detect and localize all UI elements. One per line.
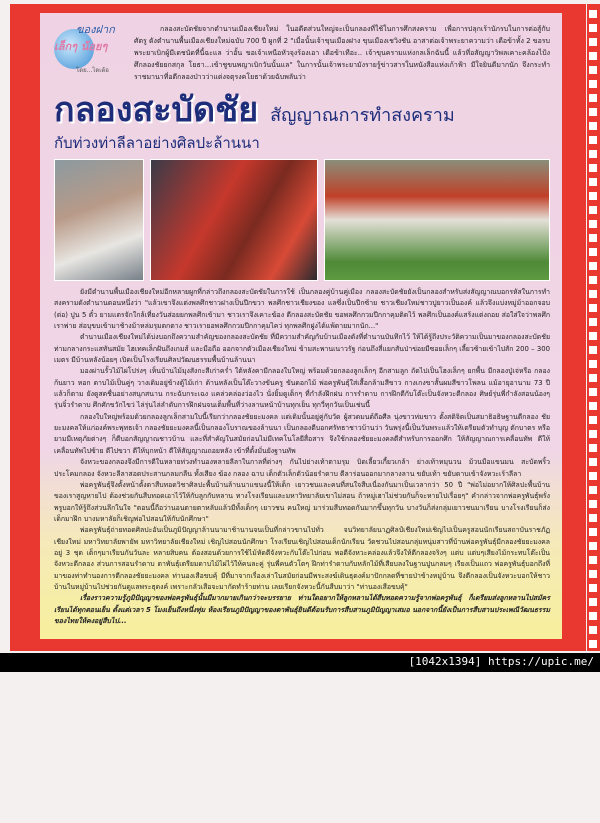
article-body	[54, 287, 550, 627]
body-paragraph: จังหวะของกลองจึงมีการตีในหลายท่วงทำนองหลายลีลาในกาลที่ต่างๆ กันไปย่างเท้าตามรุม บิดเลี้ยวเกี้ยวเกล้า ย่างเท้าหมุนวน ม้วนมือแขนมน สะบัดพริ้ว ประโคมกลอง จังหวะลีลาสอดประสานกลมกลืน ทั้งเสียง ฆ้อง กลอง ฉาบ เด็กตัวเล็กตัวน้อยรำดาบ ตีลาร่อนออกมากลางลาน ขยับเท้า ขยับดาบเข้าจังหวะเร้าลีลา	[54, 458, 550, 478]
photo-drum-performance-night	[150, 159, 318, 281]
perforation-hole	[589, 276, 597, 284]
perforation-hole	[589, 374, 597, 382]
perforation-hole	[589, 248, 597, 256]
perforation-hole	[589, 584, 597, 592]
perforation-hole	[589, 136, 597, 144]
perforation-hole	[589, 500, 597, 508]
closing-paragraph: เรื่องราวความรู้ภูมิปัญญาของพ่อครูพันธุ์นั้นมีมากมายเกินกว่าจะบรรยาย ท่านใดอยากให้ลูกหลานได้สืบทอดความรู้จากพ่อครูพันธุ์ ก็เตรียมส่งลูกหลานไปสมัครเรียนได้ทุกตอนเย็น ตั้งแต่เวลา 5 โมงเย็นถึงหนึ่งทุ่ม ห้องเรียนภูมิปัญญาของตาพันธุ์ยินดีต้อนรับการสืบสานภูมิปัญญาเสมอ นอกจากนี้ยังเป็นการสืบสานประเพณีวัฒนธรรมของไทยให้คงอยู่สืบไป...	[54, 594, 550, 625]
perforation-hole	[589, 234, 597, 242]
film-perforation-strip	[587, 4, 600, 651]
perforation-hole	[589, 528, 597, 536]
perforation-hole	[589, 262, 597, 270]
intro-paragraph: กลองสะบัดชัยจากตำนานเมืองเชียงใหม่ ในอดีตส่วนใหญ่จะเป็นกลองที่ใช้ในการศึกสงคราม เพื่อการปลุกเร้านักรบในการต่อสู้กับศัตรู ดังตำนานพื้นเมืองเชียงใหม่ฉบับ 700 ปี ผูกที่ 2 "เมื่อนั้นเจ้าขุนเมืองฝาง ขุนเมืองเชวิงชัน อาสาต่อเจ้าพระยาความว่า เดือข้าทั้ง 2 ขอรบพระยาเบิกผู้มีเดชนัดที่นี้ฉะแล ว่าอั้น ขอเจ้าเหนือหัวจุงร้องเอา เดือข้าเทือะ.. เจ้าขุนครามแห่งกลเล็กฉันนี้ แล้วที่อสัญญาวิพลเคาะคล้องไป้งศึกลองชัยยกสกุล โยธา...เข้าชูขนพญาเบิกวันนั้นแล" ในการนั้นเจ้าพระยามังรายรู้ข่าวสารในหนังสือแห่งเก้าฟ้า มีใจยินดีมากนัก จึงกระทำราชมานาที่อตีกลองป่าวว่าแต่งจตุรงคโยธาด้วยฉับพลันว่า	[134, 25, 550, 81]
perforation-hole	[589, 164, 597, 172]
perforation-hole	[589, 192, 597, 200]
headline-row	[54, 89, 550, 131]
body-paragraph: พ่อครูพันธุ์ถ่ายทอดศิลปะอันเป็นภูมิปัญญาล้านนามาช้านานจนเป็นที่กล่าวขานไปทั่ว จนวิทยาลัยนาฏศิลป์เชียงใหม่เชิญไปเป็นครูสอนนักเรียนสถาบันราชภัฏเชียงใหม่ มหาวิทยาลัยพายัพ มหาวิทยาลัยเชียงใหม่ เชิญไปสอนนักศึกษา โรงเรียนเชิญไปสอนเด็กนักเรียน วัดชวนไปสอนกลุ่มหนุ่มสาวที่บ้านพ่อครูพันธุ์มีกลองชัยยะมงคลอยู่ 3 ชุด เด็กๆมาเรียนกันวันละ หลายสิบคน ต้องสอนด้วยการใช้ไม้หัดตีจังหวะกับโต๊ะไปก่อน พอตีจังหวะคล่องแล้วจึงให้ตีกลองจริงๆ แต่บ แต่บๆเสียงไม้กระทบโต๊ะเป็นจังหวะตีกลอง ส่วนการสอนรำดาบ ตาพันธุ์เตรียมดาบไม้ไผ่ไว้ให้คนละคู่ รุ่นพี่คนตัวโตๆ ฝึกท่ารำดาบกับหลักไม้ที่เสียบลงในฐานปูนกลมๆ เรียงเป็นแถว พ่อครูพันธุ์บอกถึงที่มาของท่าทำนองการตีกลองชัยยะมงคล ท่านองเสือขบคุ้ มีที่มาจากเรื่องเล่าในสมัยก่อนมีพระสงฆ์เดินธุดงค์มาปักกลดที่ชายป่าข้างหมู่บ้าน จึงตีกลองเป็นจังหวะบอกให้ชาวบ้านในหมู่บ้านไปช่วยกันดูแลพระธุดงค์ เพราะกลัวเสือจะมากัดทำร้ายท่าน เลยเรียกจังหวะนี้กันสืบมาว่า "ท่านองเสือขบคุ้"	[54, 526, 550, 591]
perforation-hole	[589, 472, 597, 480]
perforation-hole	[589, 10, 597, 18]
logo-line1: ของฝาก	[76, 23, 115, 36]
perforation-hole	[589, 486, 597, 494]
perforation-hole	[589, 178, 597, 186]
perforation-hole	[589, 444, 597, 452]
perforation-hole	[589, 122, 597, 130]
perforation-hole	[589, 402, 597, 410]
photo-elder-teacher	[54, 159, 144, 281]
column-logo	[54, 23, 126, 79]
perforation-hole	[589, 52, 597, 60]
body-paragraph: มองผ่านรั้วไม้ไผ่โปร่งๆ เห็นบ้านไม้มุงสังกะสีเก่าคร่ำ ใต้หลังคามีกลองใบใหญ่ พร้อมด้วยกลองลูกเล็กๆ อีกสามลูก ถัดไปเป็นโฮงเล็กๆ ยกพื้น มีกลองปู่เจ่หรือ กลองก้นยาว หอก ดาบไม้เป็นคู่ๆ วางเดิมอยู่ข้างตู้ไม้เก่า ด้านหลังเป็นโต๊ะวางขันครู ขันดอกไม้ พ่อครูพันธุ์ใส่เสื้อกล้ามสีขาว กางเกงขาสั้นผมสีขาวโพลน แม้อายุอานาม 73 ปีแล้วก็ตาม ยังดูสดชื่นอย่างสนุกสนาน กระฉับกระเฉง แคล่วคล่องว่องไว นั่งยิ้มดูเด็กๆ ที่กำลังฝึกฝน การรำดาบ การฝึกตีกับโต๊ะเป็นจังหวะตีกลอง ศิษย์รุ่นพี่กำลังสอนน้องๆ รุ่นจิ๋วรำดาบ ศึกศักขวักไขว่ ไล่รุ่นไล่ลำดับการฝึกฝนจนเต็มพื้นที่ว่างลานหน้าบ้านทุกเย็น ทุกวี่ทุกวันเป็นเช่นนี้	[54, 367, 550, 410]
logo-line2: เล็กๆ น้อยๆ	[54, 40, 108, 53]
perforation-hole	[589, 150, 597, 158]
headline-subtitle: สัญญาณการทำสงคราม	[270, 105, 455, 126]
perforation-hole	[589, 458, 597, 466]
perforation-hole	[589, 38, 597, 46]
body-paragraph: กลองใบใหญ่พร้อมด้วยกลองลูกเล็กสามใบนี้เรียกว่ากลองชัยยะมงคล แต่เดิมนั้นอยู่คู่กับวัด ผู้สวดมนต์ถือศีล นุ่งขาวห่มขาว ตั้งสติจิตเป็นสมาธิอธิษฐานตีกลอง ชัยยะมงคลให้แก่องค์พระพุทธเจ้า กลองชัยยะมงคลนี้เป็นกลองโบราณของล้านนา เป็นกลองตีบอกศรัทธาชาวบ้านว่า วันพรุ่งนี้เป็นวันพระแล้วให้เตรียมตัวทำบุญ ตักบาตร หรือยามมีเหตุภัยต่างๆ ก็ตีบอกสัญญาณชาวบ้าน และที่สำคัญในสมัยก่อนไม่มีเทคโนโลยีสื่อสาร จึงใช้กลองชัยยะมงคลตีสำหรับการออกศึก ให้สัญญาณการเคลื่อนทัพ ตีให้เคลื่อนทัพไปซ้าย ตีไปขวา ตีให้บุกหน้า ตีให้สัญญาณถอยหลัง เข้าที่ตั้งมั่นยังฐานทัพ	[54, 412, 550, 455]
perforation-hole	[589, 388, 597, 396]
perforation-hole	[589, 626, 597, 634]
perforation-hole	[589, 346, 597, 354]
perforation-hole	[589, 360, 597, 368]
perforation-hole	[589, 304, 597, 312]
photo-drum-performance-outdoor	[324, 159, 550, 281]
perforation-hole	[589, 598, 597, 606]
perforation-hole	[589, 318, 597, 326]
perforation-hole	[589, 612, 597, 620]
perforation-hole	[589, 108, 597, 116]
perforation-hole	[589, 206, 597, 214]
body-paragraph: ตำนานเมืองเชียงใหม่ได้บ่งบอกถึงความสำคัญของกลองสะบัดชัย ที่มีความสำคัญกับบ้านเมืองดังที่ตำนานบันทึกไว้ ให้ได้รู้ถึงประวัติความเป็นมาของกลองสะบัดชัย ท่ามกลางกระแสทันสมัย ไฮเทคเล็กฝันถึงเกมส์ และมือถือ ออกจากตัวเมืองเชียงใหม่ ข้ามสะพานเนาวรัฐ ก่อนถึงสี่แยกสันป่าข่อยมีซอยเล็กๆ เลี้ยวซ้ายเข้าไปสัก 200 – 300 เมตร มีบ้านหลังน้อยๆ เปิดเป็นโรงเรียนศิลปวัฒนธรรมพื้นบ้านล้านนา	[54, 333, 550, 365]
body-paragraph: พ่อครูพันธุ์จึงตั้งหน้าตั้งตาสืบทอดวิชาศิลปะพื้นบ้านล้านนาแขนงนี้ให้เด็ก เยาวชนและคนที่สนใจสืบเนื่องกันมาเป็นเวลากว่า 50 ปี "พ่อไม่อยากให้ศิลปะพื้นบ้านของเราสูญหายไป ต้องช่วยกันสืบทอดเอาไว้ให้กับลูกกับหลาน ทางโรงเรียนและมหาวิทยาลัยเขาไม่สอน ถ้าหมู่เฮาไม่ช่วยกันก็จะหายไปเรื่อยๆ" คำกล่าวจากพ่อครูพันธุ์พรั่งพรูบอกให้รู้ถึงส่วนลึกในใจ "ตอนนี้ถือว่านอนตายตาหลับแล้วมีทั้งเด็กๆ เยาวชน คนใหญ่ มาร่วมสืบทอดกันมากขึ้นทุกวัน บางวันก็ส่งกลุ่มเยาวชนมาเรียน บางโรงเรียนก็ส่งเด็กมาฝึก บางมหาลัยก็เชิญพ่อไปสอนให้กับนักศึกษา"	[54, 480, 550, 523]
article-panel	[40, 13, 562, 639]
perforation-hole	[589, 80, 597, 88]
image-info-bar	[0, 653, 600, 672]
perforation-hole	[589, 556, 597, 564]
headline-title: กลองสะบัดชัย	[54, 90, 259, 130]
perforation-hole	[589, 430, 597, 438]
perforation-hole	[589, 66, 597, 74]
article-header	[54, 23, 550, 83]
perforation-hole	[589, 94, 597, 102]
perforation-hole	[589, 24, 597, 32]
body-paragraph: ยังมีตำนานพื้นเมืองเชียงใหม่อีกหลายผูกที่กล่าวถึงกลองสะบัดชัยในการใช้ เป็นกลองคู่บ้านคู่เมือง กลองสะบัดชัยยังเป็นกลองสำหรับส่งสัญญาณบอกรหัสในการทำสงครามดังตำนานตอนหนึ่งว่า "แล้วเขาจึงแต่งพลศึกชาวฝางเป็นปีกขวา พลศึกชาวเชียงของ แลซึ่งเป็นปีกซ้าย ชาวเชียงใหม่ชาวปูยาวเป็นองค์ แล้วจึงแบ่งหมู่ม้าออกจอบ (ต่อ) ปูน 5 ตั๋ว ยามแตรจักใกล้เที่ยงวันส่อยยกพลศึกเข้ามา ชาวเราจึงเคาะฆ้อง ตีกลองสะบัดชัย ขอพลศึกกวมปีกกาคุมติดไว้ พลศึกเป็นองค์แสร้งแต่งถอย ส่อใส่ใจว่าพลศึกเราพ่าย ส่อบุขบเข้ามาช้างม้าหล่มรุมตกตาง ชาวเรายอพลศึกกวมปีกกาคุมไคว่ ทุกพลศึกฝูงได้แพ้ตายมากนัก..."	[54, 288, 550, 331]
perforation-hole	[589, 640, 597, 648]
perforation-hole	[589, 514, 597, 522]
perforation-hole	[589, 290, 597, 298]
red-page-border	[10, 4, 586, 651]
perforation-hole	[589, 416, 597, 424]
image-info-text: [1042x1394] https://upic.me/	[408, 655, 594, 669]
headline-tagline: กับท่วงท่าลีลาอย่างศิลปะล้านนา	[54, 134, 260, 152]
logo-byline: โดย...ไดเต้อ	[76, 67, 109, 74]
perforation-hole	[589, 542, 597, 550]
perforation-hole	[589, 220, 597, 228]
perforation-hole	[589, 570, 597, 578]
photo-row	[54, 159, 550, 281]
perforation-hole	[589, 332, 597, 340]
